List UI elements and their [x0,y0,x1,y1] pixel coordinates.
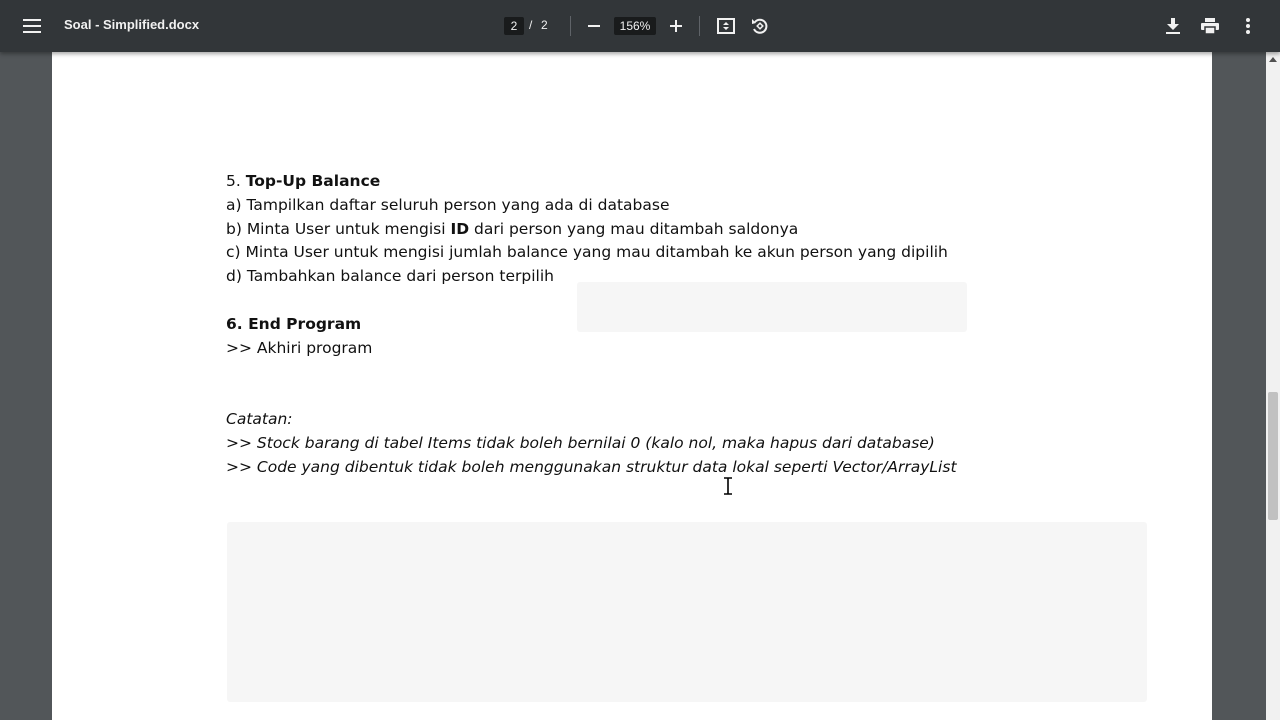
section-5-heading [226,170,1126,194]
page-separator: / [529,18,533,32]
menu-icon[interactable] [16,10,48,42]
note-line: >> Code yang dibentuk tidak boleh menggunakan struktur data lokal seperti Vector/ArrayList [226,457,957,476]
download-icon[interactable] [1160,13,1186,39]
step-c: c) Minta User untuk mengisi jumlah balance yang mau ditambah ke akun person yang dipilih [226,243,948,262]
page-number-input[interactable]: 2 [504,17,524,35]
print-icon[interactable] [1197,13,1223,39]
zoom-out-icon[interactable] [581,13,607,39]
document-content [226,170,1126,479]
document-title: Soal - Simplified.docx [64,17,200,32]
zoom-level-input[interactable]: 156% [614,17,656,35]
step-d: d) Tambahkan balance dari person terpilih [226,267,554,286]
scrollbar-thumb[interactable] [1268,392,1278,520]
section-6-line: >> Akhiri program [226,338,373,357]
notes-label: Catatan: [226,409,293,428]
document-page [52,52,1212,720]
pdf-toolbar [0,0,1280,52]
section-title: Top-Up Balance [245,172,381,190]
section-6-heading [226,313,1126,337]
pdf-viewer[interactable] [0,52,1280,720]
id-keyword: ID [450,219,470,238]
note-line: >> Stock barang di tabel Items tidak boleh bernilai 0 (kalo nol, maka hapus dari database) [226,433,935,452]
toolbar-divider [699,16,700,36]
section-number: 5. [226,172,246,190]
bleed-through-shadow [227,522,1147,702]
scroll-up-arrow-icon[interactable] [1269,57,1277,62]
fit-page-icon[interactable] [713,13,739,39]
zoom-in-icon[interactable] [663,13,689,39]
rotate-icon[interactable] [747,13,773,39]
section-title: 6. End Program [226,314,362,333]
step-a: a) Tampilkan daftar seluruh person yang ada di database [226,195,670,214]
step-b-text: dari person yang mau ditambah saldonya [469,219,799,238]
vertical-scrollbar[interactable] [1266,52,1280,720]
more-vert-icon[interactable] [1236,13,1260,39]
step-b [226,218,1126,242]
step-b-text: b) Minta User untuk mengisi [226,219,451,238]
text-cursor-icon [722,477,734,495]
page-total: 2 [541,18,548,32]
toolbar-divider [570,16,571,36]
